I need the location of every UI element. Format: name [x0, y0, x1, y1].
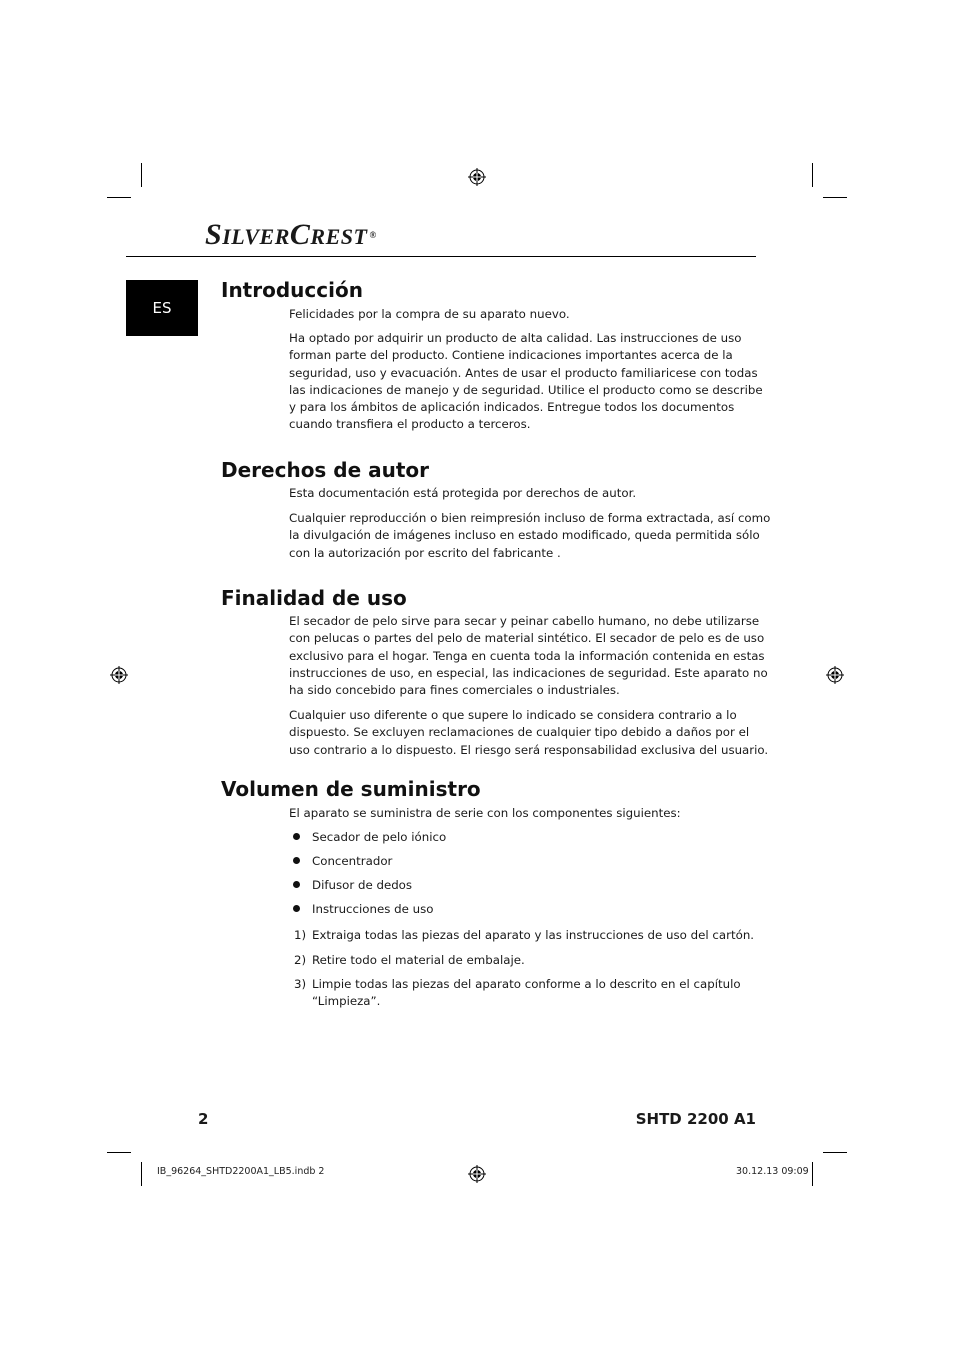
bullet-icon — [293, 857, 300, 864]
crop-mark — [141, 1162, 142, 1186]
text-line: instrucciones de uso, en especial, las indicaciones de seguridad. Este aparato no — [289, 665, 768, 680]
text-line: El secador de pelo sirve para secar y peinar cabello humano, no debe utilizarse — [289, 614, 760, 628]
text-line: dispuesto. Se excluyen reclamaciones de cualquier tipo debido a daños por el — [289, 725, 750, 740]
intro-paragraph-2 — [289, 330, 763, 434]
registration-mark-icon — [468, 168, 486, 186]
text-line: cuando transfiera el producto a terceros. — [289, 417, 531, 432]
copyright-paragraph-1 — [289, 485, 739, 502]
text-line: la divulgación de imágenes incluso en estado modificado, queda permitida sólo — [289, 528, 760, 543]
text-line: y para los ámbitos de aplicación indicados. Entregue todos los documentos — [289, 400, 735, 415]
purpose-paragraph-1 — [289, 613, 768, 699]
text-line: Felicidades por la compra de su aparato nuevo. — [289, 307, 570, 321]
bullet-icon — [293, 881, 300, 888]
text-line: El aparato se suministra de serie con los componentes siguientes: — [289, 806, 681, 820]
text-line: Esta documentación está protegida por derechos de autor. — [289, 486, 637, 500]
registration-mark-icon — [826, 666, 844, 684]
language-tab: ES — [126, 280, 198, 336]
registration-mark-icon — [110, 666, 128, 684]
crop-mark — [812, 163, 813, 187]
text-line: Cualquier uso diferente o que supere lo indicado se considera contrario a lo — [289, 708, 737, 722]
crop-mark — [107, 1152, 131, 1153]
bullet-icon — [293, 833, 300, 840]
text-line: uso contrario a lo dispuesto. El riesgo será responsabilidad exclusiva del usuario. — [289, 742, 769, 757]
text-line: Ha optado por adquirir un producto de alta calidad. Las instrucciones de uso — [289, 331, 742, 345]
registration-mark-icon — [468, 1165, 486, 1183]
list-item: Secador de pelo iónico — [293, 829, 446, 846]
print-slug-date: 30.12.13 09:09 — [736, 1166, 809, 1177]
heading-derechos-de-autor: Derechos de autor — [221, 458, 430, 482]
text-line: las indicaciones de manejo y de seguridad. Utilice el producto como se describe — [289, 382, 763, 397]
page-number: 2 — [198, 1110, 209, 1128]
heading-introduccion: Introducción — [221, 278, 363, 302]
model-number: SHTD 2200 A1 — [635, 1110, 756, 1128]
step-number: 3) — [294, 977, 307, 991]
crop-mark — [141, 163, 142, 187]
step-number: 2) — [294, 953, 307, 967]
step-text: Retire todo el material de embalaje. — [312, 953, 525, 967]
list-item: Difusor de dedos — [293, 877, 412, 894]
text-line: con pelucas o partes del pelo de material sintético. El secador de pelo es de uso — [289, 631, 765, 646]
text-line: exclusivo para el hogar. Tenga en cuenta toda la información contenida en estas — [289, 648, 765, 663]
crop-mark — [823, 1152, 847, 1153]
header-rule — [126, 256, 756, 257]
copyright-paragraph-2 — [289, 510, 771, 562]
bullet-icon — [293, 905, 300, 912]
step-text: “Limpieza”. — [312, 994, 381, 1009]
text-line: forman parte del producto. Contiene indicaciones importantes acerca de la — [289, 348, 733, 363]
step-number: 1) — [294, 928, 307, 942]
heading-finalidad-de-uso: Finalidad de uso — [221, 586, 407, 610]
purpose-paragraph-2 — [289, 707, 769, 759]
crop-mark — [107, 197, 131, 198]
step-text: Limpie todas las piezas del aparato conforme a lo descrito en el capítulo — [312, 977, 741, 991]
crop-mark — [823, 197, 847, 198]
text-line: Cualquier reproducción o bien reimpresión incluso de forma extractada, así como — [289, 511, 771, 525]
text-line: con la autorización por escrito del fabricante . — [289, 545, 561, 560]
text-line: seguridad, uso y evacuación. Antes de usar el producto familiaricese con todas — [289, 365, 758, 380]
step-text: Extraiga todas las piezas del aparato y las instrucciones de uso del cartón. — [312, 928, 755, 942]
crop-mark — [812, 1162, 813, 1186]
list-item: Concentrador — [293, 853, 392, 870]
silvercrest-logo: SILVERCREST ® — [205, 218, 377, 251]
print-slug-file: IB_96264_SHTD2200A1_LB5.indb 2 — [157, 1166, 325, 1177]
supply-paragraph-1 — [289, 805, 739, 822]
heading-volumen-de-suministro: Volumen de suministro — [221, 777, 481, 801]
intro-paragraph-1 — [289, 306, 739, 323]
list-item: Instrucciones de uso — [293, 901, 434, 918]
text-line: ha sido concebido para fines comerciales o industriales. — [289, 683, 620, 698]
